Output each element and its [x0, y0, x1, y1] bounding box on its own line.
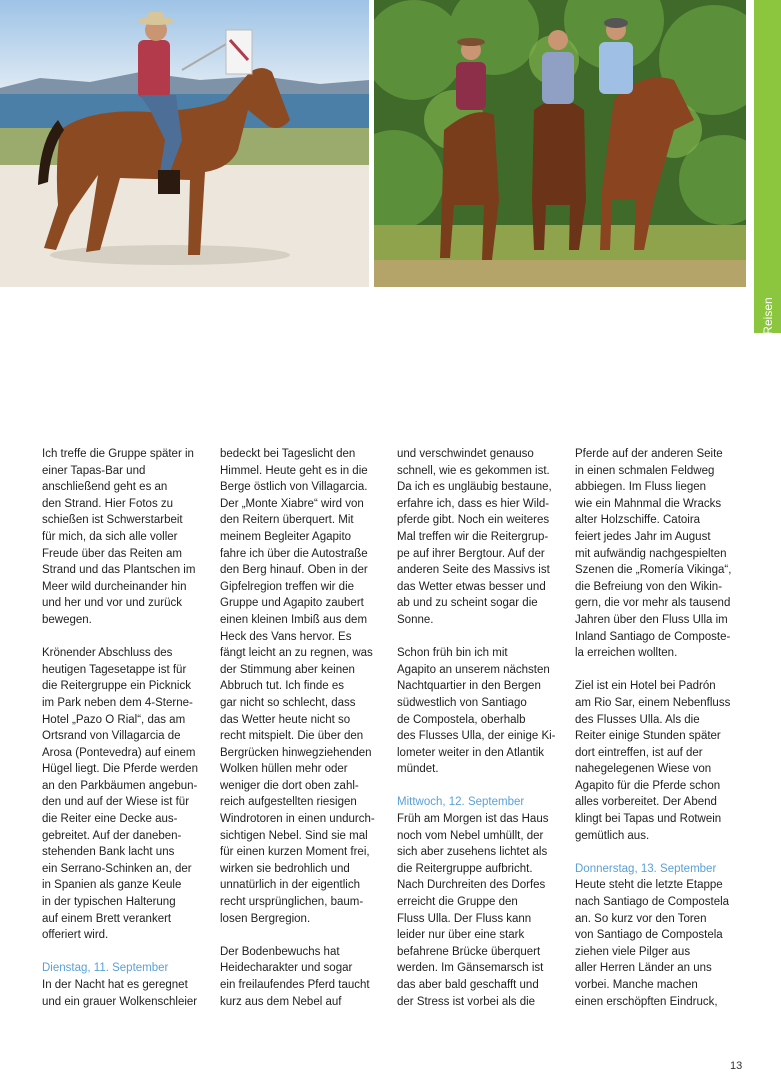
day-section: [397, 794, 567, 1010]
text-column-4: [575, 446, 745, 1027]
paragraph: Krönender Abschluss des heutigen Tagesetappe ist für die Reitergruppe ein Picknick im Park neben dem 4-Sterne- Hotel „Pazo O Rial“, das am Ortsrand von Villagarcia de Arosa (Pontevedra) auf einem Hügel liegt. Die Pferde werden an den Parkbäumen angebun- den und auf der Wiese ist für die Reiter eine Decke aus- gebreitet. Auf der daneben- stehenden Bank lacht uns ein Serrano-Schinken an, der in Spanien als ganze Keule in der typischen Halterung auf einem Brett verankert offeriert wird.: [42, 647, 198, 942]
text-column-3: [397, 446, 567, 1027]
page-number: 13: [730, 1060, 743, 1072]
paragraph: Schon früh bin ich mit Agapito an unserem nächsten Nachtquartier in den Bergen südwestlich von Santiago de Compostela, oberhalb des Flusses Ulla, der einige Ki- lometer weiter in den Atlantik mündet.: [397, 647, 556, 776]
text-column-2: [220, 446, 390, 1027]
day-heading: Dienstag, 11. September: [42, 962, 169, 975]
paragraph: Früh am Morgen ist das Haus noch vom Nebel umhüllt, der sich aber zusehens lichtet als die Reitergruppe aufbricht. Nach Durchreiten des Dorfes erreicht die Gruppe den Fluss Ulla. Der Fluss kann leider nur über eine stark befahrene Brücke überquert werden. Im Gänsemarsch ist das aber bald geschafft und der Stress ist vorbei als die: [397, 813, 549, 1008]
paragraph: Der Bodenbewuchs hat Heidecharakter und sogar ein freilaufendes Pferd taucht kurz aus dem Nebel auf: [220, 945, 370, 1008]
text-column-1: [42, 446, 212, 1027]
photo-riders-forest: [374, 0, 746, 287]
day-section: [575, 861, 745, 1010]
paragraph: und verschwindet genauso schnell, wie es gekommen ist. Da ich es ungläubig bestaune, erfahre ich, dass es hier Wild- pferde gibt. Noch ein weiteres Mal treffen wir die Reitergrup- pe auf ihrer Bergtour. Auf der anderen Seite des Massivs ist das Wetter etwas besser und ab und zu scheint sogar die Sonne.: [397, 448, 552, 626]
paragraph: bedeckt bei Tageslicht den Himmel. Heute geht es in die Berge östlich von Villagarcia. Der „Monte Xiabre“ wird von den Reitern überquert. Mit meinem Begleiter Agapito fahre ich über die Autostraße den Berg hinauf. Oben in der Gipfelregion treffen wir die Gruppe und Agapito zaubert einen kleinen Imbiß aus dem Heck des Vans hervor. Es fängt leicht an zu regnen, was der Stimmung aber keinen Abbruch tut. Ich finde es gar nicht so schlecht, dass das Wetter heute nicht so recht mitspielt. Die über den Bergrücken hinwegziehenden Wolken hüllen mehr oder weniger die dort oben zahl- reich aufgestellten riesigen Windrotoren in einen undurch- sichtigen Nebel. Sind sie mal für einen kurzen Moment frei, wirken sie bedrohlich und unnatürlich in der eigentlich recht ursprünglichen, baum- losen Bergregion.: [220, 448, 375, 925]
section-tab: [754, 0, 781, 333]
paragraph: Ziel ist ein Hotel bei Padrón am Rio Sar, einem Nebenfluss des Flusses Ulla. Als die Reiter einige Stunden später dort eintreffen, ist auf der nahegelegenen Wiese von Agapito für die Pferde schon alles vorbereitet. Der Abend klingt bei Tapas und Rotwein gemütlich aus.: [575, 680, 731, 842]
day-heading: Mittwoch, 12. September: [397, 796, 525, 809]
paragraph: Heute steht die letzte Etappe nach Santiago de Compostela an. So kurz vor den Toren von Santiago de Compostela ziehen viele Pilger aus aller Herren Länder an uns vorbei. Manche machen einen erschöpften Eindruck,: [575, 879, 730, 1008]
day-heading: Donnerstag, 13. September: [575, 862, 717, 875]
section-tab-label: Reisen: [760, 297, 775, 335]
paragraph: In der Nacht hat es geregnet und ein grauer Wolkenschleier: [42, 979, 198, 1008]
paragraph: Pferde auf der anderen Seite in einen schmalen Feldweg abbiegen. Im Fluss liegen wie ein Mahnmal die Wracks alter Holzschiffe. Catoira feiert jedes Jahr im August mit aufwändig nachgespielten Szenen die „Romería Vikinga“, die Befreiung von den Wikin- gern, die vor mehr als tausend Jahren über den Fluss Ulla im Inland Santiago de Composte- la erreichen wollten.: [575, 448, 732, 660]
day-section: [42, 960, 212, 1010]
photo-rider-beach: [0, 0, 369, 287]
paragraph: Ich treffe die Gruppe später in einer Tapas-Bar und anschließend geht es an den Strand. Hier Fotos zu schießen ist Schwerstarbeit für mich, da sich alle voller Freude über das Reiten am Strand und das Plantschen im Meer wild durcheinander hin und her und vor und zurück bewegen.: [42, 448, 196, 626]
